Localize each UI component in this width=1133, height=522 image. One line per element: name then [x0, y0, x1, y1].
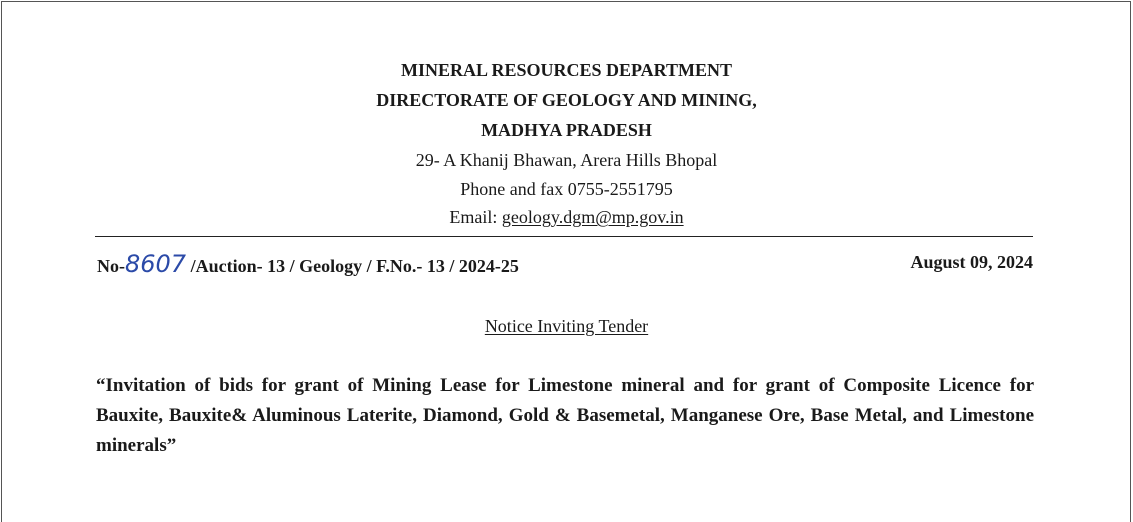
ref-rest: /Auction- 13 / Geology / F.No.- 13 / 2024-25 — [190, 256, 519, 276]
notice-title — [0, 316, 1133, 337]
address: 29- A Khanij Bhawan, Arera Hills Bhopal — [415, 150, 718, 170]
notice-title-text: Notice Inviting Tender — [484, 316, 649, 336]
divider — [95, 236, 1033, 237]
reference-number — [97, 250, 519, 278]
email-label: Email: — [449, 207, 502, 227]
email-line — [0, 207, 1133, 228]
email-link[interactable]: geology.dgm@mp.gov.in — [501, 207, 684, 227]
date: August 09, 2024 — [910, 252, 1033, 272]
handwritten-number: 8607 — [125, 250, 187, 278]
state-title: MADHYA PRADESH — [481, 120, 652, 140]
tender-description: “Invitation of bids for grant of Mining Lease for Limestone mineral and for grant of Composite Licence for Bauxite, Bauxite& Aluminous Laterite, Diamond, Gold & Basemetal, Manganese Ore, Base Metal, and Limestone minerals” — [96, 375, 1034, 456]
department-title: MINERAL RESOURCES DEPARTMENT — [400, 60, 733, 80]
ref-prefix: No- — [97, 256, 125, 276]
directorate-title: DIRECTORATE OF GEOLOGY AND MINING, — [376, 90, 757, 110]
phone: Phone and fax 0755-2551795 — [460, 179, 673, 199]
